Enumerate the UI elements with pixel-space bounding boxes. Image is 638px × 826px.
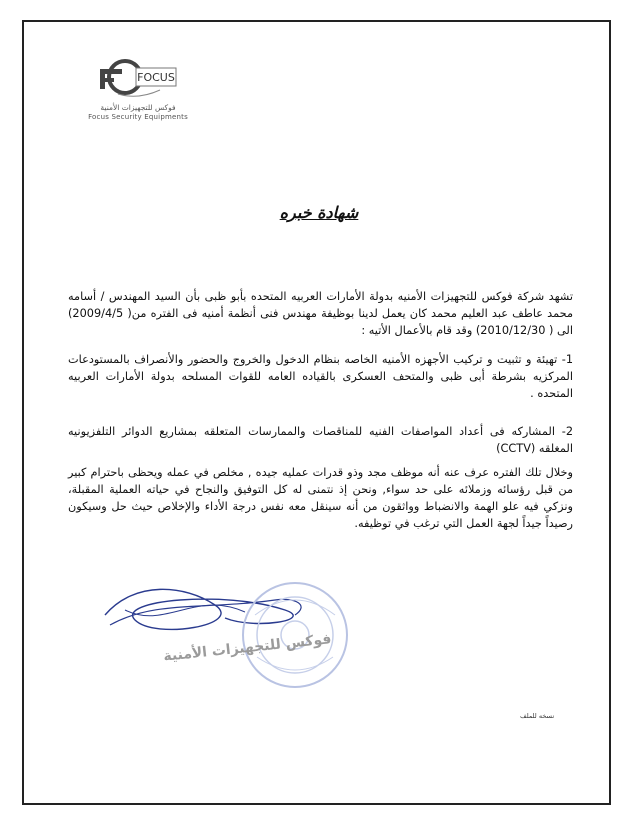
file-copy-note: نسخه للملف	[520, 712, 555, 720]
closing-paragraph: وخلال تلك الفتره عرف عنه أنه موظف مجد وذو قدرات عمليه جيده , مخلص في عمله ويحظى باحترام كبير من قبل رؤسائه وزملائه على حد سواء, ونحن إذ نتمنى له كل التوفيق والنجاح في حياته العملية المقبلة، ونزكي فيه علو الهمة والانضباط وواثقون من أنه سينقل معه نفس درجة الأداء والإخلاص حيث حل وسيكون رصيداً جيداً لجهة العمل التي ترغب في توظيفه.	[68, 466, 573, 530]
duty-item-2: 2- المشاركه فى أعداد المواصفات الفنيه للمناقصات والممارسات المتعلقه بمشاريع الدوائر التلفزيونيه المغلقه (CCTV)	[68, 425, 573, 455]
document-title: شهادة خبره	[279, 203, 359, 222]
logo-english-name: Focus Security Equipments	[88, 113, 188, 121]
stamp-company-name: فوكس للتجهيزات الأمنية	[162, 631, 333, 665]
focus-logo-icon	[78, 52, 198, 102]
logo-arabic-name: فوكس للتجهيزات الأمنية	[100, 103, 176, 112]
logo-mark-text: FOCUS	[137, 71, 175, 84]
duty-item-1: 1- تهيئة و تثبيت و تركيب الأجهزه الأمنيه الخاصه بنظام الدخول والخروج والحضور والأنصراف بالمستودعات المركزيه بشرطة أبى ظبى والمتحف العسكرى بالقياده العامه للقوات المسلحه بدولة الأمارات العربيه المتحده .	[68, 353, 573, 400]
intro-paragraph: تشهد شركة فوكس للتجهيزات الأمنيه بدولة الأمارات العربيه المتحده بأبو ظبى بأن السيد المهندس / أسامه محمد عاطف عبد العليم محمد كان يعمل لدينا بوظيفة مهندس فنى أنظمة أمنيه فى الفتره من( 2009/4/5) الى ( 2010/12/30) وقد قام بالأعمال الأتيه :	[68, 290, 573, 337]
